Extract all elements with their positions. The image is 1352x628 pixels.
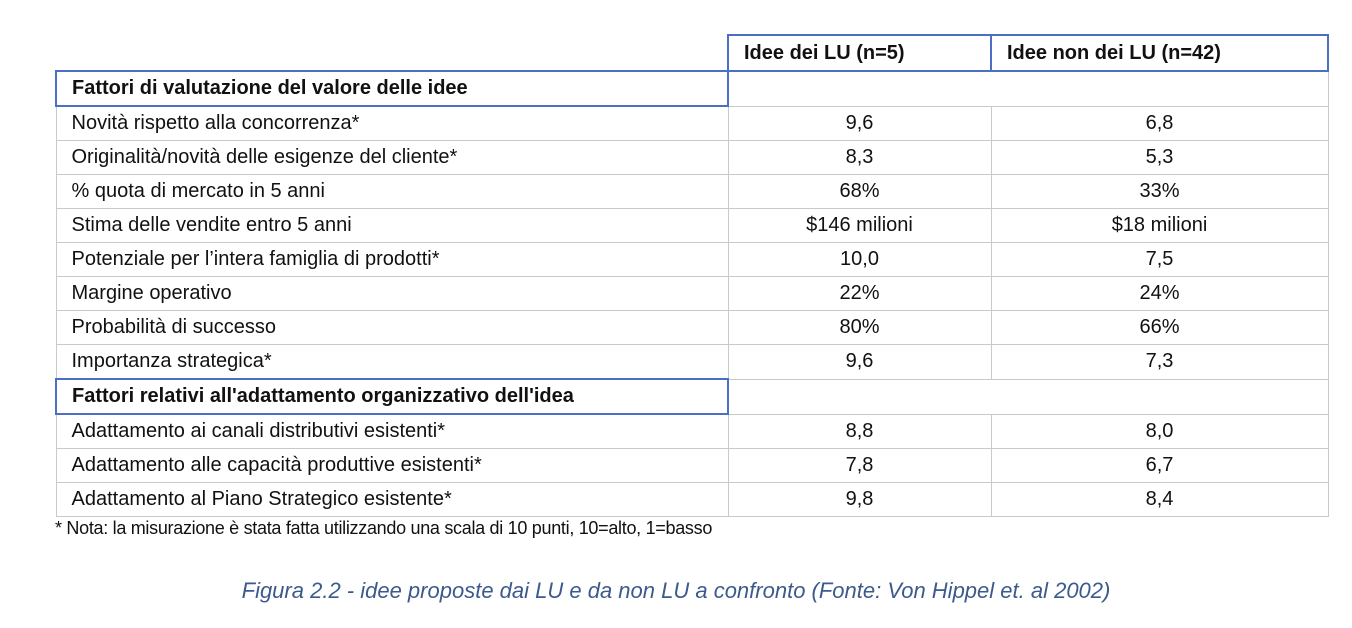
value-lu: 8,8 (728, 414, 991, 449)
value-lu: 80% (728, 311, 991, 345)
value-non-lu: 66% (991, 311, 1328, 345)
row-label: Adattamento alle capacità produttive esistenti* (56, 449, 728, 483)
row-label: Adattamento al Piano Strategico esistente* (56, 483, 728, 517)
table-header-row (56, 35, 1328, 71)
section-empty-cell (728, 71, 1328, 106)
section-empty-cell (728, 379, 1328, 414)
table-row (56, 449, 1328, 483)
value-non-lu: 7,3 (991, 345, 1328, 380)
row-label: Stima delle vendite entro 5 anni (56, 209, 728, 243)
table-row (56, 106, 1328, 141)
figure-caption: Figura 2.2 - idee proposte dai LU e da non LU a confronto (Fonte: Von Hippel et. al 2002) (241, 578, 1111, 603)
value-lu: 9,8 (728, 483, 991, 517)
row-label: Probabilità di successo (56, 311, 728, 345)
value-non-lu: 6,8 (991, 106, 1328, 141)
value-non-lu: 33% (991, 175, 1328, 209)
section-title: Fattori relativi all'adattamento organizzativo dell'idea (56, 379, 728, 414)
table-row (56, 141, 1328, 175)
row-label: Margine operativo (56, 277, 728, 311)
value-non-lu: 8,0 (991, 414, 1328, 449)
row-label: Potenziale per l’intera famiglia di prodotti* (56, 243, 728, 277)
section-header-row (56, 379, 1328, 414)
value-non-lu: 5,3 (991, 141, 1328, 175)
column-header-non-lu: Idee non dei LU (n=42) (991, 35, 1328, 71)
row-label: Originalità/novità delle esigenze del cliente* (56, 141, 728, 175)
value-lu: 10,0 (728, 243, 991, 277)
table-row (56, 483, 1328, 517)
footnote: * Nota: la misurazione è stata fatta utilizzando una scala di 10 punti, 10=alto, 1=basso (55, 518, 713, 538)
value-lu: 7,8 (728, 449, 991, 483)
column-header-lu: Idee dei LU (n=5) (728, 35, 991, 71)
section-header-row (56, 71, 1328, 106)
value-lu: 22% (728, 277, 991, 311)
value-lu: $146 milioni (728, 209, 991, 243)
value-non-lu: 6,7 (991, 449, 1328, 483)
value-non-lu: $18 milioni (991, 209, 1328, 243)
value-lu: 68% (728, 175, 991, 209)
value-non-lu: 24% (991, 277, 1328, 311)
table-row (56, 175, 1328, 209)
value-non-lu: 7,5 (991, 243, 1328, 277)
table-row (56, 243, 1328, 277)
row-label: % quota di mercato in 5 anni (56, 175, 728, 209)
table-row (56, 311, 1328, 345)
table-row (56, 277, 1328, 311)
value-lu: 8,3 (728, 141, 991, 175)
value-lu: 9,6 (728, 106, 991, 141)
table-row (56, 414, 1328, 449)
section-title: Fattori di valutazione del valore delle idee (56, 71, 728, 106)
comparison-table-container (55, 34, 1327, 517)
header-empty-cell (56, 35, 728, 71)
value-non-lu: 8,4 (991, 483, 1328, 517)
table-row (56, 209, 1328, 243)
value-lu: 9,6 (728, 345, 991, 380)
table-row (56, 345, 1328, 380)
comparison-table (55, 34, 1329, 517)
row-label: Novità rispetto alla concorrenza* (56, 106, 728, 141)
row-label: Adattamento ai canali distributivi esistenti* (56, 414, 728, 449)
row-label: Importanza strategica* (56, 345, 728, 380)
